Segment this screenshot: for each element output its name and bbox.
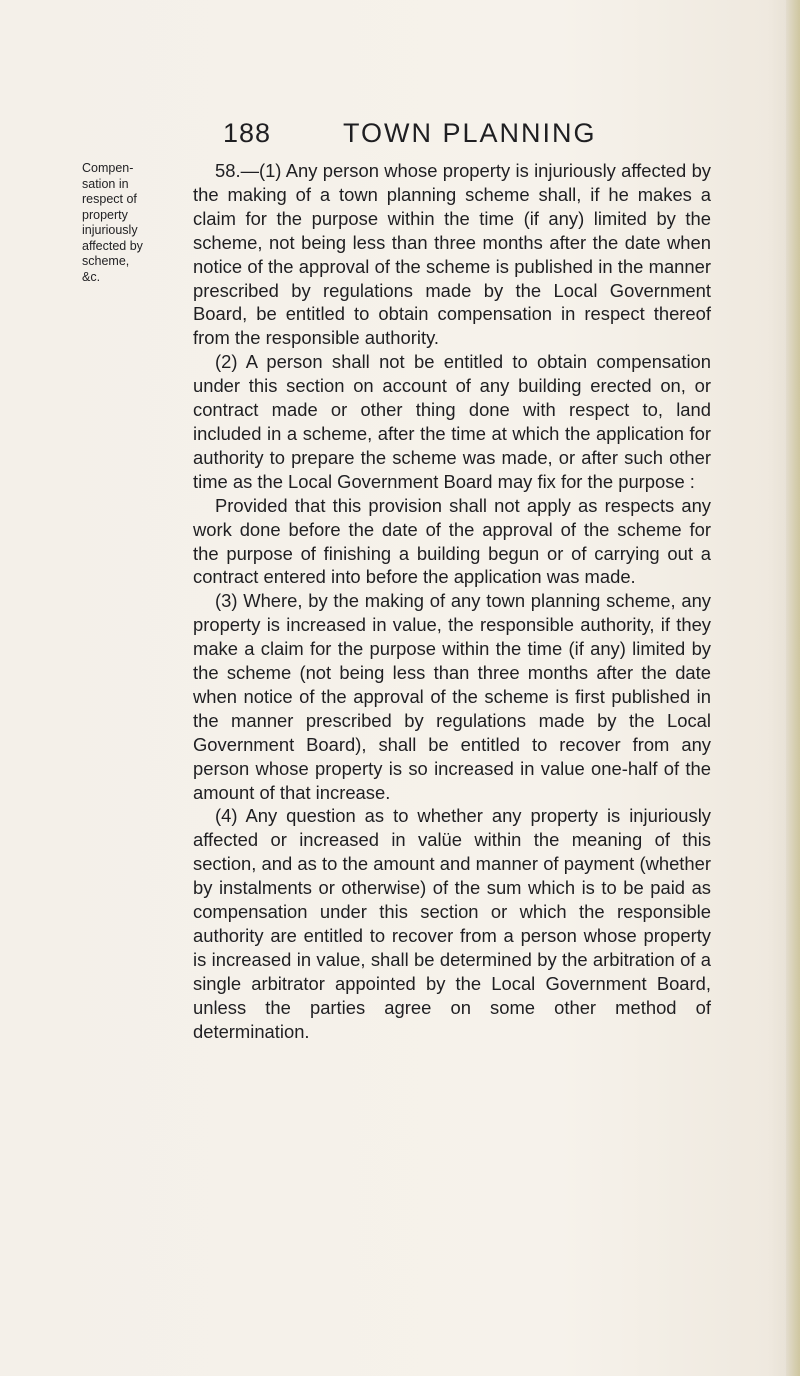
margin-note-line: affected by xyxy=(82,238,143,253)
running-title: TOWN PLANNING xyxy=(343,118,597,148)
margin-note-line: injuriously xyxy=(82,223,138,237)
margin-note-line: property xyxy=(82,207,128,222)
paragraph-section-58-1: 58.—(1) Any person whose property is injuriously affected by the making of a town planning scheme shall, if he makes a claim for the purpose within the time (if any) limited by the scheme, not being less than three months after the date when notice of the approval of the scheme is published in the manner prescribed by regulations made by the Local Government Board, be entitled to obtain compensation in respect thereof from the responsible authority. xyxy=(193,160,711,349)
margin-note xyxy=(82,161,152,285)
paragraph-section-58-2: (2) A person shall not be entitled to obtain compensation under this section on account of any building erected on, or contract made or other thing done with respect to, land included in a scheme, after the time at which the application for authority to prepare the scheme was made, or after such other time as the Local Government Board may fix for the purpose : xyxy=(193,351,711,492)
page-edge xyxy=(786,0,800,1376)
margin-note-line: Compen- xyxy=(82,161,134,175)
page-header xyxy=(0,118,800,154)
margin-note-line: respect of xyxy=(82,192,137,206)
page-number: 188 xyxy=(223,118,272,148)
margin-note-line: &c. xyxy=(82,269,101,284)
margin-note-line: scheme, xyxy=(82,254,130,268)
margin-note-line: sation in xyxy=(82,176,129,191)
paragraph-section-58-3: (3) Where, by the making of any town planning scheme, any property is increased in value, the responsible authority, if they make a claim for the purpose within the time (if any) limited by the scheme (not being less than three months after the date when notice of the approval of the scheme is first published in the manner prescribed by regulations made by the Local Government Board), shall be entitled to recover from any person whose property is so increased in value one-half of the amount of that increase. xyxy=(193,590,711,803)
paragraph-section-58-4: (4) Any question as to whether any property is injuriously affected or increased in valüe within the meaning of this section, and as to the amount and manner of payment (whether by instalments or otherwise) of the sum which is to be paid as compensation under this section or which the responsible authority are entitled to recover from a person whose property is increased in value, shall be determined by the arbitration of a single arbitrator appointed by the Local Government Board, unless the parties agree on some other method of determination. xyxy=(193,805,711,1042)
body-text xyxy=(193,159,711,1044)
paragraph-proviso: Provided that this provision shall not apply as respects any work done before the date of the approval of the scheme for the purpose of finishing a building begun or of carrying out a contract entered into before the application was made. xyxy=(193,494,711,588)
